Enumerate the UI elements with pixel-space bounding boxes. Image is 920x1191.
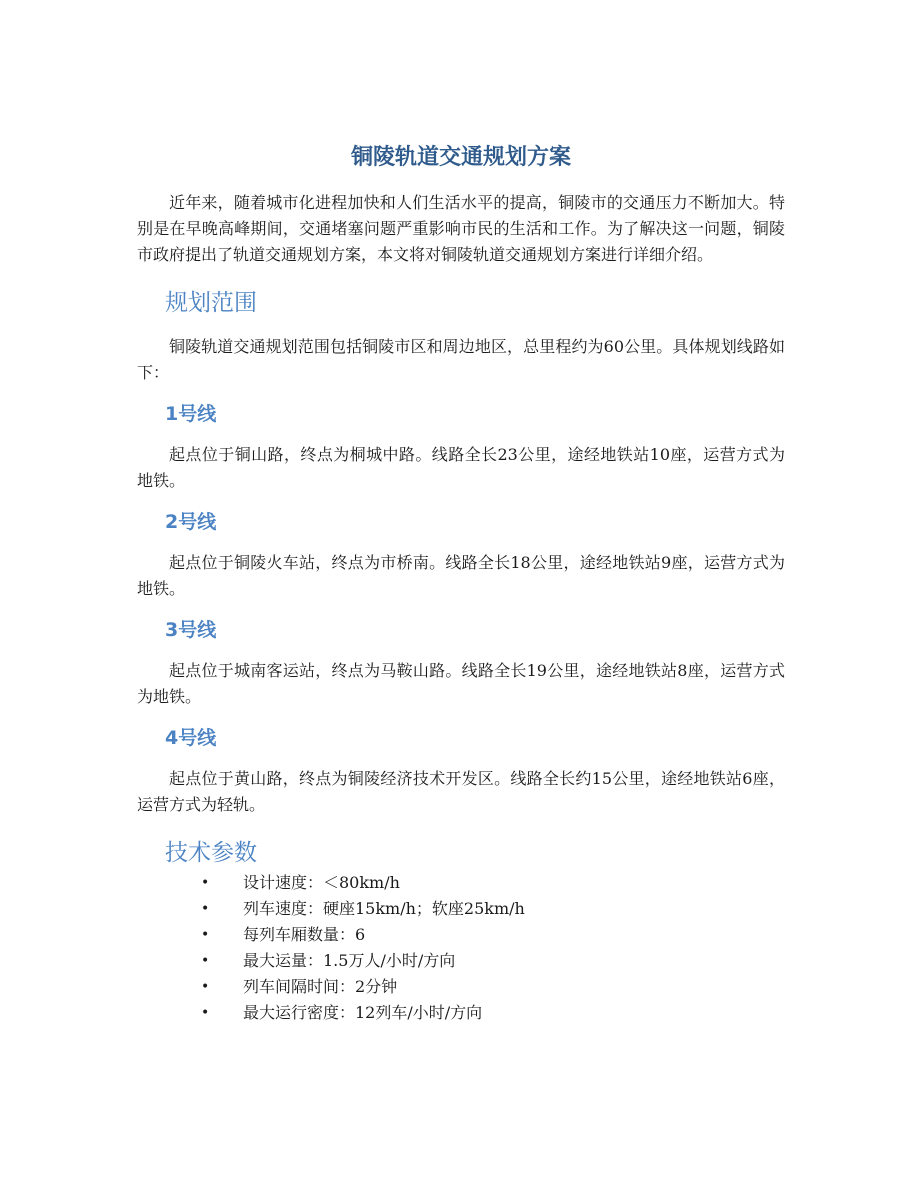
line-4-heading: 4号线 bbox=[165, 727, 217, 749]
line-2-heading: 2号线 bbox=[165, 511, 217, 533]
line-3-heading: 3号线 bbox=[165, 619, 217, 641]
intro-paragraph: 近年来，随着城市化进程加快和人们生活水平的提高，铜陵市的交通压力不断加大。特别是在早晚高峰期间，交通堵塞问题严重影响市民的生活和工作。为了解决这一问题，铜陵市政府提出了轨道交通规划方案，本文将对铜陵轨道交通规划方案进行详细介绍。 bbox=[137, 193, 785, 264]
document-page bbox=[137, 140, 785, 1026]
line-2-paragraph: 起点位于铜陵火车站，终点为市桥南。线路全长18公里，途经地铁站9座，运营方式为地铁。 bbox=[137, 553, 785, 598]
line-1-heading: 1号线 bbox=[165, 403, 217, 425]
bullet-icon: • bbox=[201, 979, 210, 995]
list-item: • 列车速度：硬座15km/h；软座25km/h bbox=[137, 896, 785, 922]
tech-parameter-list bbox=[137, 870, 785, 1026]
list-item: • 设计速度：＜80km/h bbox=[137, 870, 785, 896]
section-heading-scope: 规划范围 bbox=[165, 290, 257, 316]
bullet-icon: • bbox=[201, 953, 210, 969]
line-1-paragraph: 起点位于铜山路，终点为桐城中路。线路全长23公里，途经地铁站10座，运营方式为地铁。 bbox=[137, 445, 785, 490]
list-item: • 最大运量：1.5万人/小时/方向 bbox=[137, 948, 785, 974]
line-3-paragraph: 起点位于城南客运站，终点为马鞍山路。线路全长19公里，途经地铁站8座，运营方式为地铁。 bbox=[137, 661, 785, 706]
bullet-icon: • bbox=[201, 1005, 210, 1021]
list-item: • 最大运行密度：12列车/小时/方向 bbox=[137, 1000, 785, 1026]
section-heading-tech: 技术参数 bbox=[165, 840, 257, 866]
list-item: • 列车间隔时间：2分钟 bbox=[137, 974, 785, 1000]
bullet-icon: • bbox=[201, 901, 210, 917]
bullet-icon: • bbox=[201, 875, 210, 891]
scope-paragraph: 铜陵轨道交通规划范围包括铜陵市区和周边地区，总里程约为60公里。具体规划线路如下： bbox=[137, 337, 785, 382]
document-title: 铜陵轨道交通规划方案 bbox=[350, 145, 571, 170]
line-4-paragraph: 起点位于黄山路，终点为铜陵经济技术开发区。线路全长约15公里，途经地铁站6座，运营方式为轻轨。 bbox=[137, 769, 785, 814]
bullet-icon: • bbox=[201, 927, 210, 943]
list-item: • 每列车厢数量：6 bbox=[137, 922, 785, 948]
